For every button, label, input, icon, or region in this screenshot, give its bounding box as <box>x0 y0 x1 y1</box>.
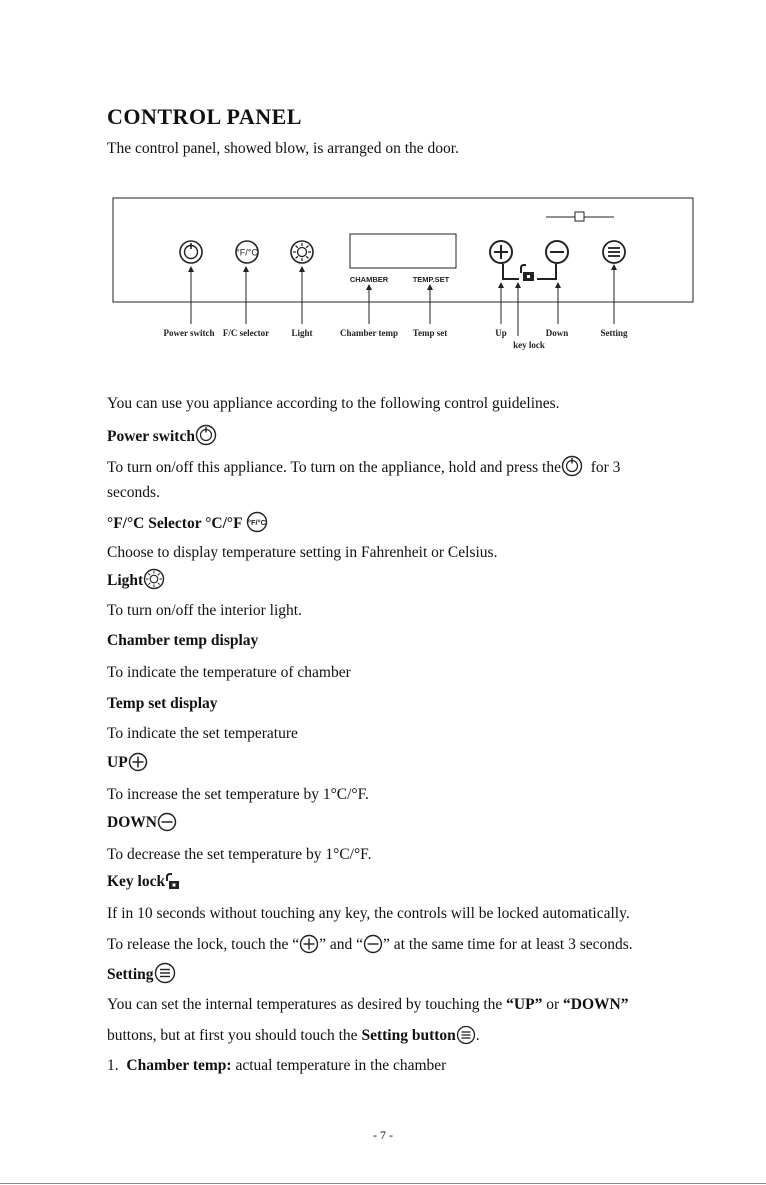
label-setting: Setting <box>600 328 628 338</box>
section-up-title: UP <box>107 752 148 772</box>
intro-text: The control panel, showed blow, is arranged on the door. <box>107 140 459 157</box>
section-fc-text: Choose to display temperature setting in Fahrenheit or Celsius. <box>107 544 498 561</box>
label-keylock: key lock <box>513 340 545 350</box>
power-icon <box>561 455 583 477</box>
section-setting-text-1: You can set the internal temperatures as desired by touching the “UP” or “DOWN” <box>107 996 629 1013</box>
lock-icon <box>165 873 179 891</box>
display-label-chamber: CHAMBER <box>349 275 389 284</box>
section-keylock-text-1: If in 10 seconds without touching any key, the controls will be locked automatically. <box>107 905 630 922</box>
section-setting-text-2: buttons, but at first you should touch the Setting button . <box>107 1027 480 1044</box>
list-item-chamber-temp: 1. Chamber temp: actual temperature in the chamber <box>107 1057 447 1074</box>
section-power-title: Power switch <box>107 424 217 446</box>
plus-icon <box>299 934 319 954</box>
display-window <box>350 234 456 268</box>
section-up-text: To increase the set temperature by 1°C/°F. <box>107 786 369 803</box>
label-tempset: Temp set <box>412 328 448 338</box>
setting-icon <box>154 962 176 984</box>
minus-icon <box>363 934 383 954</box>
label-power: Power switch <box>163 328 215 338</box>
label-fc: F/C selector <box>222 328 270 338</box>
section-light-title: Light <box>107 568 165 590</box>
section-keylock-text-2: To release the lock, touch the “ ” and “ ” at the same time for at least 3 seconds. <box>107 936 633 953</box>
section-light-text: To turn on/off the interior light. <box>107 602 302 619</box>
setting-icon <box>603 241 625 263</box>
plus-icon <box>128 752 148 772</box>
section-tempset-text: To indicate the set temperature <box>107 725 298 742</box>
minus-icon <box>546 241 568 263</box>
fc-selector-icon <box>236 241 258 263</box>
panel-outline <box>113 198 693 302</box>
section-keylock-title: Key lock <box>107 873 179 891</box>
svg-text:°F/°C: °F/°C <box>236 247 258 258</box>
label-chamber: Chamber temp <box>339 328 399 338</box>
label-up: Up <box>495 328 507 338</box>
power-icon <box>180 241 202 263</box>
page-title: CONTROL PANEL <box>107 104 302 129</box>
plus-icon <box>490 241 512 263</box>
section-tempset-title: Temp set display <box>107 695 218 712</box>
display-label-tempset: TEMP.SET <box>412 275 450 284</box>
light-icon <box>143 568 165 590</box>
section-chamber-text: To indicate the temperature of chamber <box>107 664 351 681</box>
minus-icon <box>157 812 177 832</box>
svg-text:°F/°C: °F/°C <box>248 518 267 527</box>
label-down: Down <box>545 328 569 338</box>
section-setting-title: Setting <box>107 962 176 984</box>
section-power-text: To turn on/off this appliance. To turn on the appliance, hold and press the for 3 <box>107 455 620 477</box>
guideline-intro: You can use you appliance according to the following control guidelines. <box>107 395 560 412</box>
light-icon <box>291 241 313 263</box>
control-panel-diagram <box>0 0 766 370</box>
page-number: - 7 - <box>373 1128 393 1142</box>
section-down-text: To decrease the set temperature by 1°C/°F. <box>107 846 372 863</box>
section-power-text-cont: seconds. <box>107 484 160 501</box>
fc-selector-icon <box>246 511 268 533</box>
label-light: Light <box>291 328 313 338</box>
section-chamber-title: Chamber temp display <box>107 632 259 649</box>
setting-icon <box>456 1025 476 1045</box>
power-icon <box>195 424 217 446</box>
bottom-rule <box>0 1183 766 1184</box>
section-fc-title: °F/°C Selector °C/°F °F/°C <box>107 511 268 533</box>
lock-icon <box>521 265 534 281</box>
section-down-title: DOWN <box>107 812 177 832</box>
